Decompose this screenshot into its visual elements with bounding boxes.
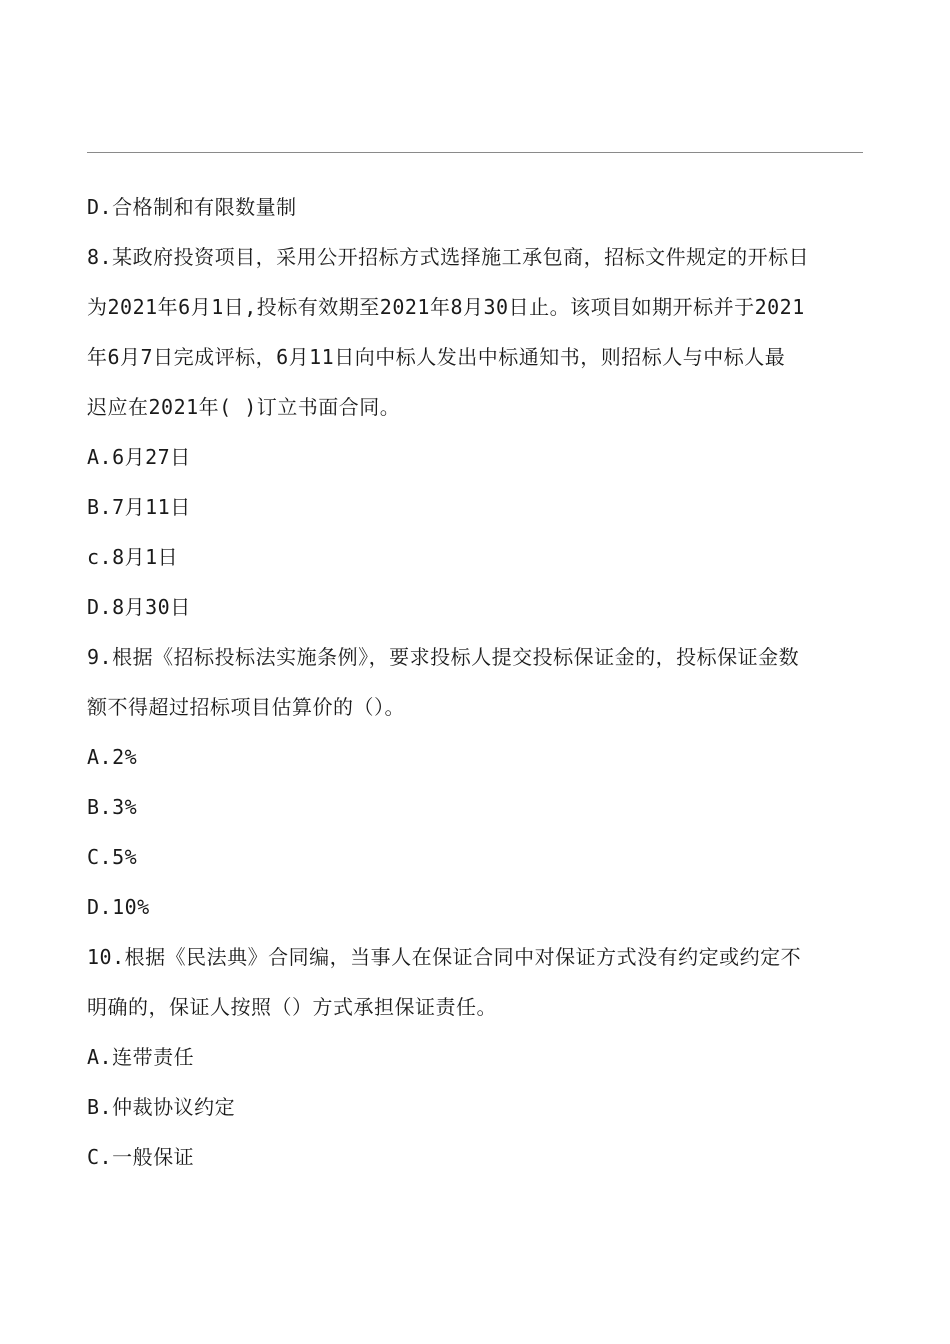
q9-text-line-2: 额不得超过招标项目估算价的（）。	[87, 695, 405, 719]
q8-option-b: B.7月11日	[87, 495, 191, 519]
q10-option-b: B.仲裁协议约定	[87, 1095, 236, 1119]
q9-option-c: C.5%	[87, 845, 138, 869]
q9-option-a: A.2%	[87, 745, 138, 769]
q10-option-c: C.一般保证	[87, 1145, 195, 1169]
q10-text-line-1: 10.根据《民法典》合同编，当事人在保证合同中对保证方式没有约定或约定不	[87, 945, 802, 969]
document-body	[87, 182, 863, 1182]
q8-text-line-3: 年6月7日完成评标，6月11日向中标人发出中标通知书，则招标人与中标人最	[87, 345, 786, 369]
q8-text-line-4: 迟应在2021年( )订立书面合同。	[87, 395, 401, 419]
q8-text-line-1: 8.某政府投资项目，采用公开招标方式选择施工承包商，招标文件规定的开标日	[87, 245, 810, 269]
q8-option-d: D.8月30日	[87, 595, 191, 619]
q9-option-b: B.3%	[87, 795, 138, 819]
q9-option-d: D.10%	[87, 895, 150, 919]
header-divider	[87, 152, 863, 153]
q7-option-d: D.合格制和有限数量制	[87, 195, 297, 219]
q8-option-c: c.8月1日	[87, 545, 179, 569]
q8-text-line-2: 为2021年6月1日,投标有效期至2021年8月30日止。该项目如期开标并于2021	[87, 295, 805, 319]
q10-option-a: A.连带责任	[87, 1045, 195, 1069]
q9-text-line-1: 9.根据《招标投标法实施条例》，要求投标人提交投标保证金的，投标保证金数	[87, 645, 800, 669]
q8-option-a: A.6月27日	[87, 445, 191, 469]
q10-text-line-2: 明确的，保证人按照（）方式承担保证责任。	[87, 995, 497, 1019]
